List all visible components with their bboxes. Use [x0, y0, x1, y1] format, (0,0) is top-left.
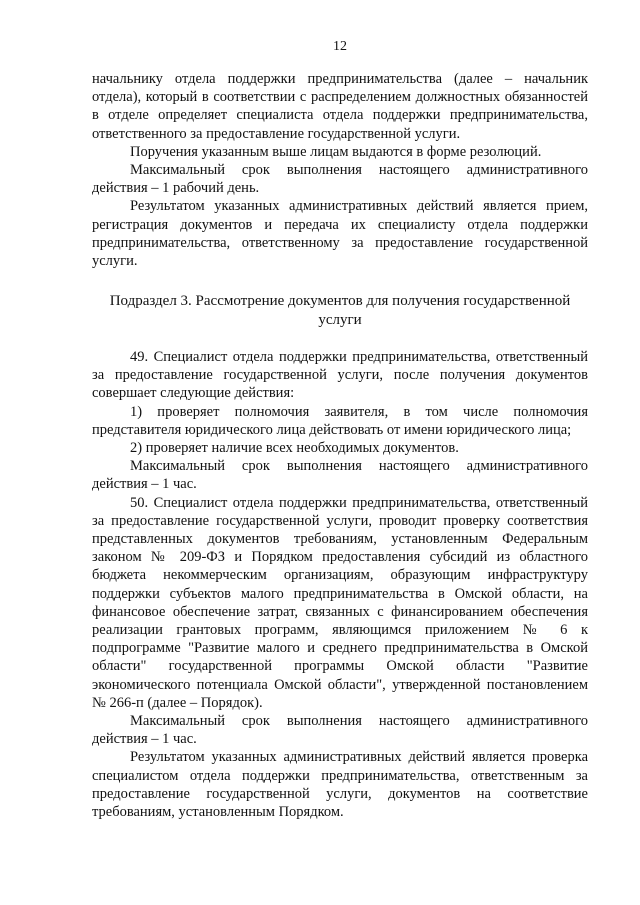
- paragraph: Максимальный срок выполнения настоящего административного действия – 1 час.: [92, 713, 588, 748]
- bottom-text-block: [92, 348, 588, 821]
- paragraph: Результатом указанных административных действий является прием, регистрация документов и передача их специалисту отдела поддержки предпринимательства, ответственному за предоставление государственной услуги.: [92, 198, 588, 270]
- paragraph: Максимальный срок выполнения настоящего административного действия – 1 рабочий день.: [92, 162, 588, 197]
- paragraph: 49. Специалист отдела поддержки предпринимательства, ответственный за предоставление государственной услуги, после получения документов совершает следующие действия:: [92, 349, 588, 402]
- paragraph: Результатом указанных административных действий является проверка специалистом отдела поддержки предпринимательства, ответственным за предоставление государственной услуги, документов на соответствие требованиям, установленным Порядком.: [92, 749, 588, 821]
- paragraph: 50. Специалист отдела поддержки предпринимательства, ответственный за предоставление государственной услуги, проводит проверку соответствия представленных документов требованиям, установленным Федеральным законом № 209-ФЗ и Порядком предоставления субсидий из областного бюджета некоммерческим организациям, образующим инфраструктуру поддержки субъектов малого предпринимательства в Омской области, на финансовое обеспечение затрат, связанных с финансированием обеспечения реализации грантовых программ, являющимся приложением № 6 к подпрограмме "Развитие малого и среднего предпринимательства в Омской области" государственной программы Омской области "Развитие экономического потенциала Омской области", утвержденной постановлением № 266-п (далее – Порядок).: [92, 494, 588, 711]
- paragraph: 1) проверяет полномочия заявителя, в том числе полномочия представителя юридического лица действовать от имени юридического лица;: [92, 403, 588, 438]
- page-number: 12: [333, 39, 347, 54]
- subsection-heading: Подраздел 3. Рассмотрение документов для получения государственной услуги: [109, 293, 571, 328]
- paragraph: начальнику отдела поддержки предпринимательства (далее – начальник отдела), который в соответствии с распределением должностных обязанностей в отделе определяет специалиста отдела поддержки предпринимательства, ответственного за предоставление государственной услуги.: [92, 71, 588, 142]
- paragraph: Максимальный срок выполнения настоящего административного действия – 1 час.: [92, 458, 588, 493]
- paragraph: 2) проверяет наличие всех необходимых документов.: [130, 440, 459, 457]
- top-text-block: [92, 70, 588, 270]
- paragraph: Поручения указанным выше лицам выдаются в форме резолюций.: [130, 143, 542, 160]
